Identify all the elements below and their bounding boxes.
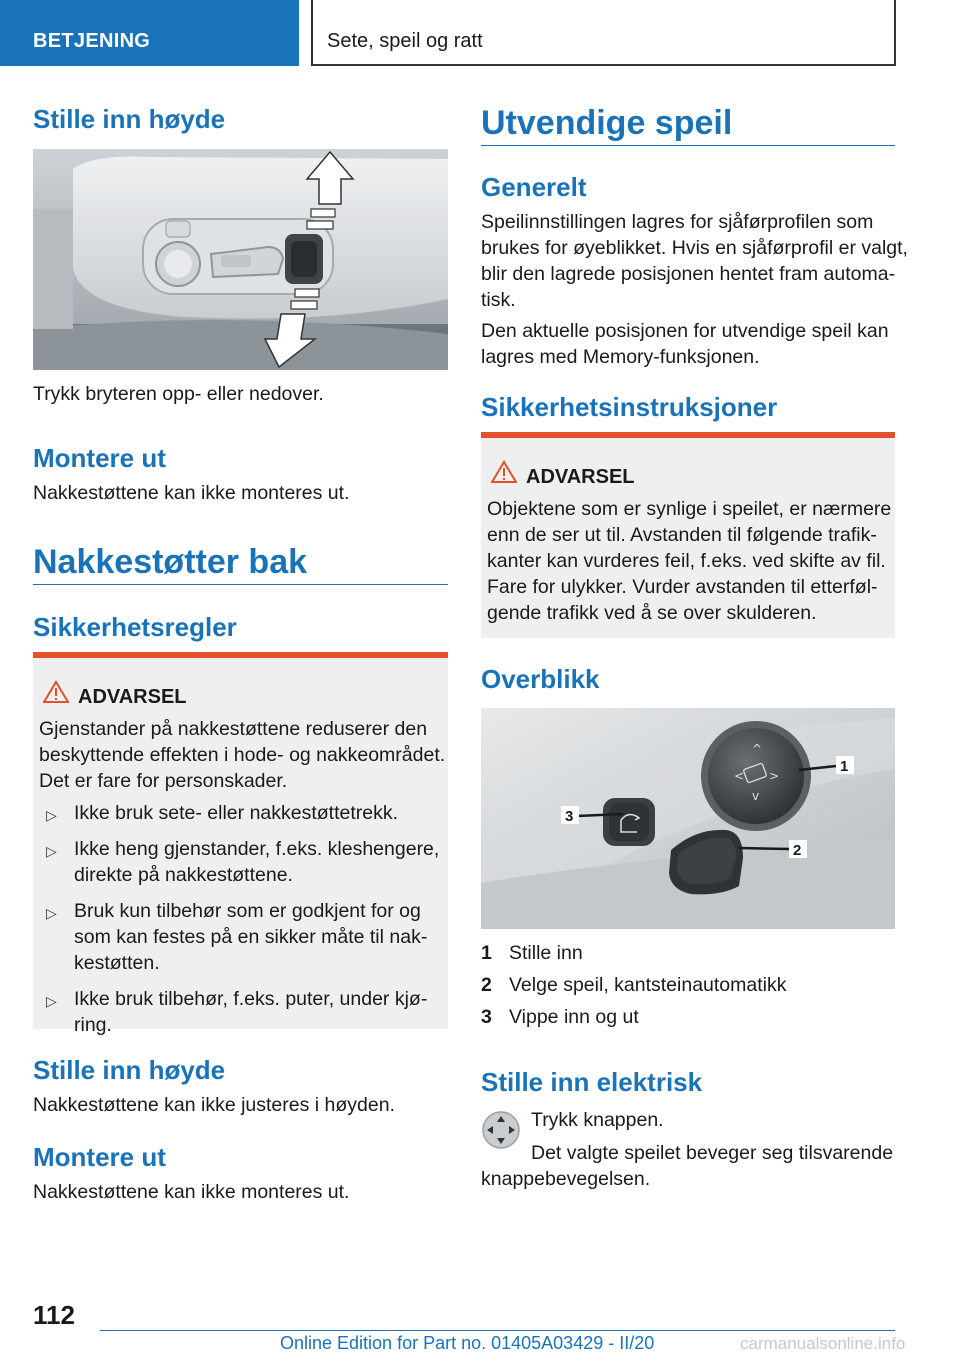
text-line: Den aktuelle posisjonen for utvendige speil kan — [481, 320, 889, 342]
legend-number: 2 — [481, 974, 492, 996]
legend-text: Stille inn — [509, 942, 583, 964]
text-line: brukes for øyeblikket. Hvis en sjåførprofil er valgt, — [481, 237, 908, 259]
memory-text — [481, 318, 889, 370]
warning-triangle-icon — [43, 680, 69, 704]
mirror-controls-illustration — [481, 708, 895, 929]
header-chapter-box — [311, 0, 896, 66]
bullet-line: som kan festes på en sikker måte til nak- — [74, 926, 428, 948]
list-item — [39, 836, 444, 888]
heading-generelt: Generelt — [481, 172, 587, 202]
page-number: 112 — [33, 1300, 75, 1330]
callout-label-3: 3 — [565, 808, 574, 825]
warning-line: Objektene som er synlige i speilet, er nærmere — [487, 498, 892, 520]
header-section-tab — [0, 0, 299, 66]
footer-edition: Online Edition for Part no. 01405A03429 - II/20 — [280, 1333, 655, 1353]
callout-label-1: 1 — [840, 758, 849, 775]
montere-ut-text-2: Nakkestøttene kan ikke monteres ut. — [33, 1181, 350, 1203]
warning-line: Det er fare for personskader. — [39, 770, 288, 792]
footer-rule — [100, 1330, 895, 1331]
warning-bullet-list — [39, 800, 444, 1048]
list-item — [39, 986, 444, 1038]
warning-box-headrest — [33, 652, 448, 1036]
warning-line: beskyttende effekten i hode- og nakkeområdet. — [39, 744, 446, 766]
heading-stille-inn-hoyde: Stille inn høyde — [33, 104, 226, 134]
seat-switch-figure — [33, 149, 448, 370]
montere-ut-text: Nakkestøttene kan ikke monteres ut. — [33, 482, 350, 504]
svg-text:>: > — [769, 769, 780, 783]
bullet-triangle-icon: ▷ — [46, 843, 57, 859]
legend-text: Velge speil, kantsteinautomatikk — [509, 974, 787, 996]
bullet-line: ring. — [74, 1014, 112, 1036]
warning-line: Gjenstander på nakkestøttene reduserer den — [39, 718, 428, 740]
warning-title: ADVARSEL — [526, 466, 635, 488]
warning-line: enn de ser ut til. Avstanden til følgende trafik- — [487, 524, 877, 546]
list-item — [39, 800, 444, 826]
svg-text:^: ^ — [752, 742, 763, 756]
header-chapter-label: Sete, speil og ratt — [327, 30, 483, 52]
text-line: lagres med Memory-funksjonen. — [481, 346, 760, 368]
section-rule — [33, 584, 448, 585]
list-item — [39, 898, 444, 976]
legend-text: Vippe inn og ut — [509, 1006, 639, 1028]
legend-item — [481, 1006, 895, 1032]
warning-line: gende trafikk ved å se over skulderen. — [487, 602, 817, 624]
heading-stille-inn-elektrisk: Stille inn elektrisk — [481, 1067, 703, 1097]
heading-sikkerhetsregler: Sikkerhetsregler — [33, 612, 237, 642]
heading-montere-ut: Montere ut — [33, 443, 166, 473]
text-line: Speilinnstillingen lagres for sjåførprofilen som — [481, 211, 874, 233]
warning-box-mirror — [481, 432, 895, 638]
heading-utvendige-speil: Utvendige speil — [481, 104, 733, 142]
legend-number: 3 — [481, 1006, 492, 1028]
heading-montere-ut-2: Montere ut — [33, 1142, 166, 1172]
bullet-line: Ikke bruk tilbehør, f.eks. puter, under kjø- — [74, 988, 428, 1010]
mirror-adjust-button-icon — [481, 1110, 521, 1150]
bullet-line: Bruk kun tilbehør som er godkjent for og — [74, 900, 421, 922]
elektrisk-text-2a: Det valgte speilet beveger seg tilsvarende — [531, 1142, 894, 1164]
header-section-label: BETJENING — [33, 30, 151, 52]
bullet-triangle-icon: ▷ — [46, 993, 57, 1009]
seat-switch-illustration — [33, 149, 448, 370]
bullet-line: Ikke bruk sete- eller nakkestøttetrekk. — [74, 802, 399, 824]
watermark: carmanualsonline.info — [740, 1334, 906, 1353]
legend-item — [481, 942, 895, 968]
heading-nakkestotter-bak: Nakkestøtter bak — [33, 543, 308, 581]
elektrisk-text-2b: knappebevegelsen. — [481, 1168, 651, 1190]
section-rule — [481, 145, 895, 146]
legend-item — [481, 974, 895, 1000]
legend-number: 1 — [481, 942, 492, 964]
generelt-text — [481, 209, 908, 313]
elektrisk-text-1: Trykk knappen. — [531, 1109, 664, 1131]
mirror-controls-figure — [481, 708, 895, 929]
callout-label-2: 2 — [793, 842, 802, 859]
bullet-line: Ikke heng gjenstander, f.eks. kleshengere, — [74, 838, 440, 860]
text-line: blir den lagrede posisjonen hentet fram automa- — [481, 263, 896, 285]
bullet-line: kestøtten. — [74, 952, 160, 974]
heading-overblikk: Overblikk — [481, 664, 600, 694]
svg-text:<: < — [734, 769, 745, 783]
warning-line: Fare for ulykker. Vurder avstanden til etterføl- — [487, 576, 878, 598]
bullet-triangle-icon: ▷ — [46, 905, 57, 921]
bullet-triangle-icon: ▷ — [46, 807, 57, 823]
text-line: tisk. — [481, 289, 516, 311]
stille-inn-hoyde-text: Nakkestøttene kan ikke justeres i høyden. — [33, 1094, 395, 1116]
svg-text:v: v — [752, 789, 760, 803]
warning-line: kanter kan vurderes feil, f.eks. ved skifte av fil. — [487, 550, 886, 572]
warning-text — [39, 716, 445, 794]
warning-text — [487, 496, 891, 626]
warning-title: ADVARSEL — [78, 686, 187, 708]
heading-sikkerhetsinstruksjoner: Sikkerhetsinstruksjoner — [481, 392, 778, 422]
bullet-line: direkte på nakkestøttene. — [74, 864, 293, 886]
warning-triangle-icon — [491, 460, 517, 484]
heading-stille-inn-hoyde-2: Stille inn høyde — [33, 1055, 226, 1085]
seat-switch-caption: Trykk bryteren opp- eller nedover. — [33, 383, 324, 405]
